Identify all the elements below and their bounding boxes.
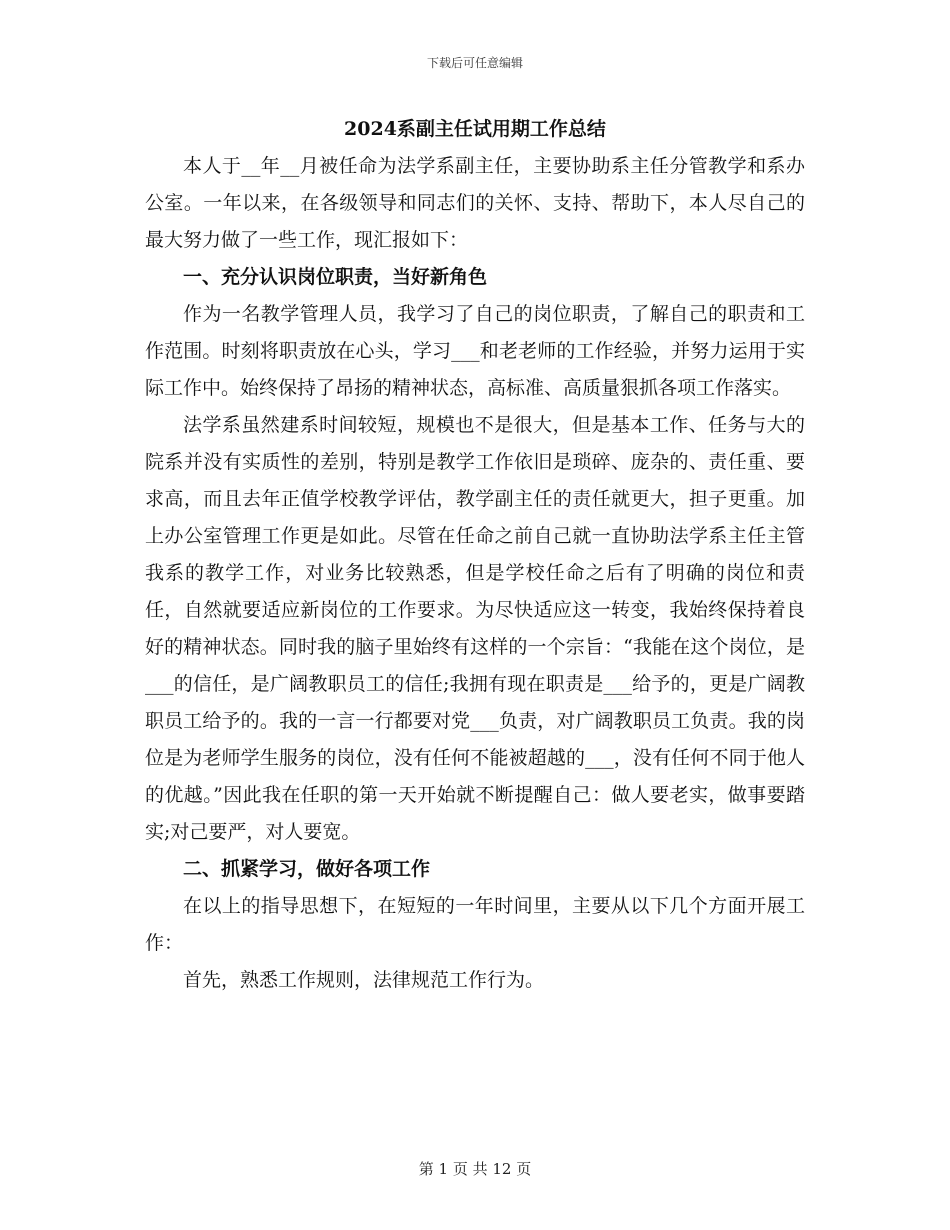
section-heading-1: 一、充分认识岗位职责，当好新角色: [183, 266, 488, 288]
section-2-paragraph-2: 首先，熟悉工作规则，法律规范工作行为。: [183, 969, 545, 991]
section-1-paragraph-2: 法学系虽然建系时间较短，规模也不是很大，但是基本工作、任务与大的院系并没有实质性的差别，特别是教学工作依旧是琐碎、庞杂的、责任重、要求高，而且去年正值学校教学评估，教学副主任的责任就更大，担子更重。加上办公室管理工作更是如此。尽管在任命之前自己就一直协助法学系主任主管我系的教学工作，对业务比较熟悉，但是学校任命之后有了明确的岗位和责任，自然就要适应新岗位的工作要求。为尽快适应这一转变，我始终保持着良好的精神状态。同时我的脑子里始终有这样的一个宗旨：“我能在这个岗位，是___的信任，是广阔教职员工的信任;我拥有现在职责是___给予的，更是广阔教职员工给予的。我的一言一行都要对党___负责，对广阔教职员工负责。我的岗位是为老师学生服务的岗位，没有任何不能被超越的___，没有任何不同于他人的优越。”因此我在任职的第一天开始就不断提醒自己：做人要老实，做事要踏实;对己要严，对人要宽。: [145, 414, 805, 843]
document-title: 2024系副主任试用期工作总结: [344, 118, 606, 140]
section-1-paragraph-1: 作为一名教学管理人员，我学习了自己的岗位职责，了解自己的职责和工作范围。时刻将职责放在心头，学习___和老老师的工作经验，并努力运用于实际工作中。始终保持了昂扬的精神状态，高标准、高质量狠抓各项工作落实。: [145, 303, 805, 399]
page-number-footer: 第 1 页 共 12 页: [418, 1160, 532, 1178]
intro-paragraph: 本人于__年__月被任命为法学系副主任，主要协助系主任分管教学和系办公室。一年以来，在各级领导和同志们的关怀、支持、帮助下，本人尽自己的最大努力做了一些工作，现汇报如下：: [145, 155, 805, 251]
page-header-note: 下载后可任意编辑: [426, 56, 523, 70]
section-2-paragraph-1: 在以上的指导思想下，在短短的一年时间里，主要从以下几个方面开展工作：: [145, 895, 805, 954]
document-body: [145, 112, 805, 999]
section-heading-2: 二、抓紧学习，做好各项工作: [183, 858, 431, 880]
